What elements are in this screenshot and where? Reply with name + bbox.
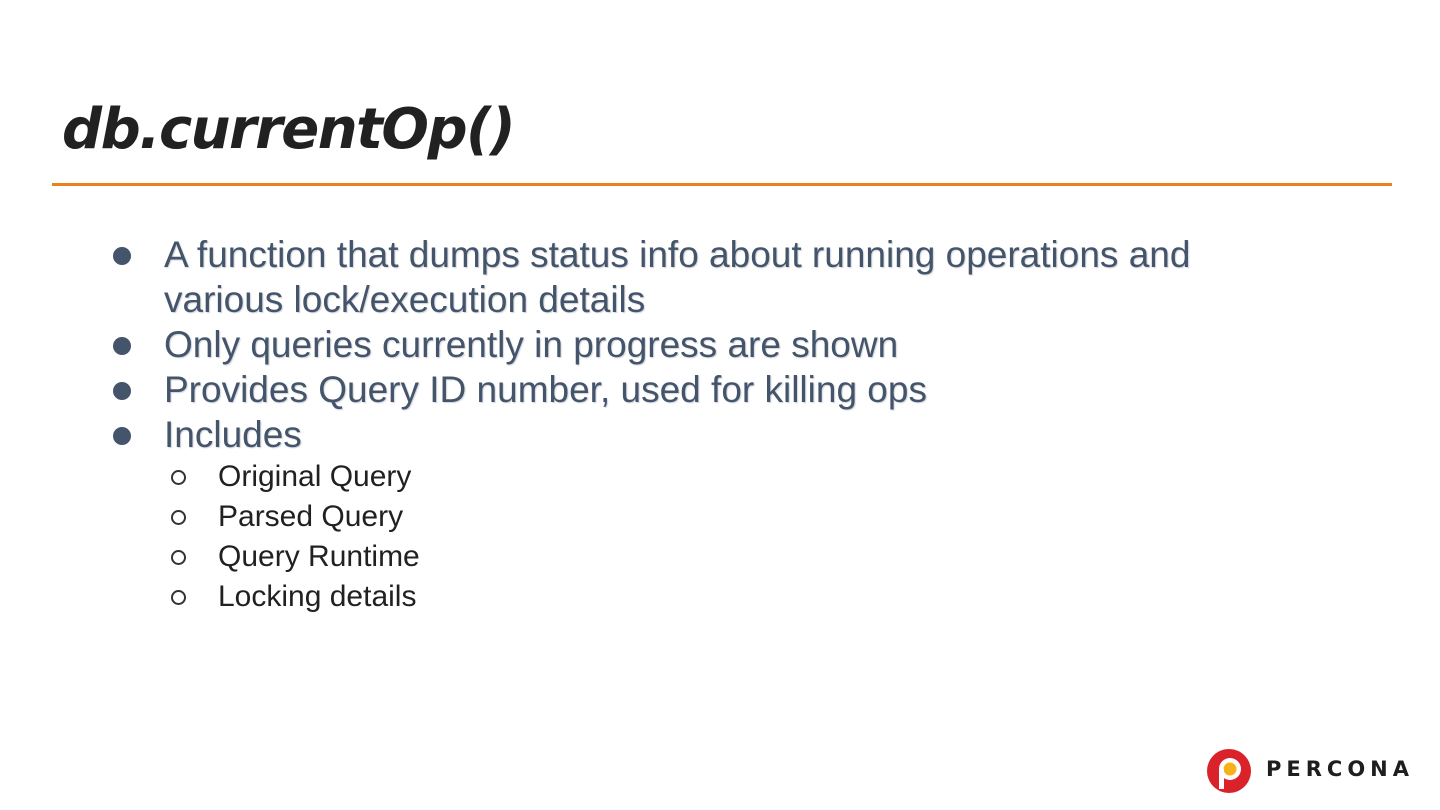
bullet-circle-icon — [171, 550, 186, 565]
bullet-dot-icon — [113, 382, 131, 400]
bullet-text: Includes — [164, 414, 302, 455]
logo-text: PERCONA — [1266, 757, 1414, 781]
bullet-dot-icon — [113, 247, 131, 265]
sub-bullet-item — [0, 457, 1440, 497]
sub-bullet-text: Parsed Query — [218, 500, 404, 533]
bullet-circle-icon — [171, 470, 186, 485]
sub-bullet-item — [0, 537, 1440, 577]
bullet-dot-icon — [113, 427, 131, 445]
bullet-circle-icon — [171, 590, 186, 605]
percona-logo-icon — [1206, 748, 1252, 794]
slide-title: db.currentOp() — [62, 97, 515, 162]
bullet-text: Provides Query ID number, used for killing ops — [164, 369, 927, 410]
bullet-item — [0, 367, 1314, 412]
bullet-item — [0, 322, 1314, 367]
title-divider — [52, 183, 1392, 186]
bullet-item — [0, 412, 1314, 457]
sub-bullet-item — [0, 577, 1440, 617]
sub-bullet-text: Original Query — [218, 460, 412, 493]
bullet-item — [0, 232, 1314, 322]
bullet-text: Only queries currently in progress are shown — [164, 324, 899, 365]
sub-bullet-text: Query Runtime — [218, 540, 420, 573]
bullet-text: A function that dumps status info about running operations and various lock/execution details — [164, 234, 1191, 320]
bullet-circle-icon — [171, 510, 186, 525]
sub-bullet-item — [0, 497, 1440, 537]
sub-bullet-text: Locking details — [218, 580, 417, 613]
bullet-dot-icon — [113, 337, 131, 355]
bullet-list — [0, 232, 1440, 617]
percona-logo — [1206, 748, 1414, 796]
